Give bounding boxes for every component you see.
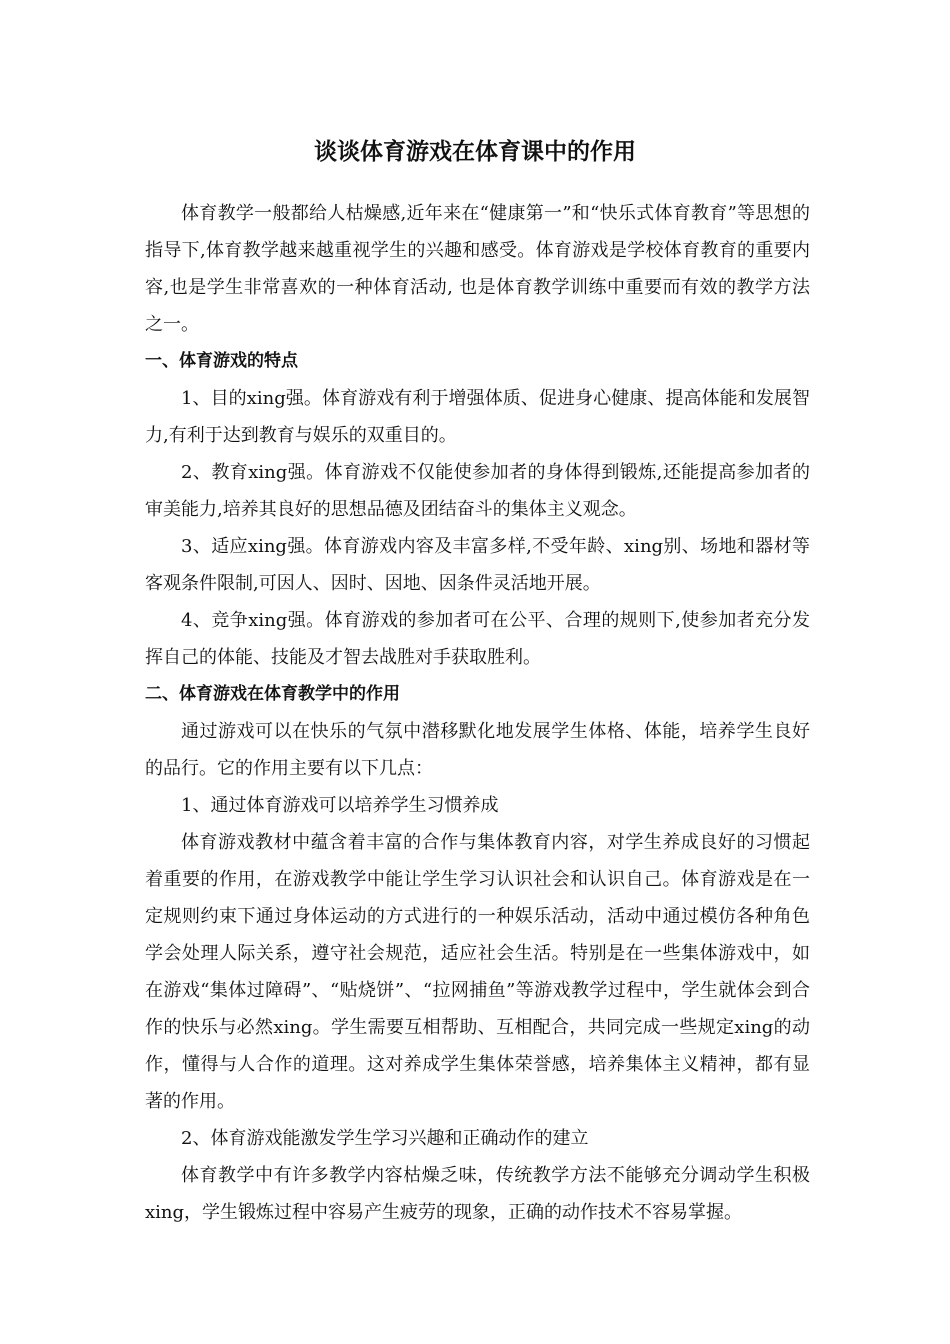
section-heading-features: 一、体育游戏的特点: [145, 351, 298, 371]
subsection-body-habits: 体育游戏教材中蕴含着丰富的合作与集体教育内容，对学生养成良好的习惯起着重要的作用，在游戏教学中能让学生学习认识社会和认识自己。体育游戏是在一定规则约束下通过身体运动的方式进行的一种娱乐活动，活动中通过模仿各种角色学会处理人际关系，遵守社会规范，适应社会生活。特别是在一些集体游戏中，如在游戏“集体过障碍”、“贴烧饼”、“拉网捕鱼”等游戏教学过程中，学生就体会到合作的快乐与必然xing。学生需要互相帮助、互相配合，共同完成一些规定xing的动作，懂得与人合作的道理。这对养成学生集体荣誉感，培养集体主义精神，都有显著的作用。: [145, 832, 810, 1112]
document-body: [145, 195, 810, 1231]
feature-item: 4、竞争xing强。体育游戏的参加者可在公平、合理的规则下,使参加者充分发挥自己的体能、技能及才智去战胜对手获取胜利。: [145, 610, 810, 668]
feature-item: 3、适应xing强。体育游戏内容及丰富多样,不受年龄、xing别、场地和器材等客观条件限制,可因人、因时、因地、因条件灵活地开展。: [145, 536, 810, 594]
subsection-title-interest: 2、体育游戏能激发学生学习兴趣和正确动作的建立: [181, 1128, 589, 1149]
feature-item: 2、教育xing强。体育游戏不仅能使参加者的身体得到锻炼,还能提高参加者的审美能力,培养其良好的思想品德及团结奋斗的集体主义观念。: [145, 462, 810, 520]
section-heading-roles: 二、体育游戏在体育教学中的作用: [145, 684, 400, 704]
subsection-title-habits: 1、通过体育游戏可以培养学生习惯养成: [181, 795, 499, 816]
subsection-body-interest: 体育教学中有许多教学内容枯燥乏味，传统教学方法不能够充分调动学生积极xing，学生锻炼过程中容易产生疲劳的现象，正确的动作技术不容易掌握。: [145, 1165, 810, 1223]
section2-intro-paragraph: 通过游戏可以在快乐的气氛中潜移默化地发展学生体格、体能，培养学生良好的品行。它的作用主要有以下几点：: [145, 721, 810, 779]
feature-item: 1、目的xing强。体育游戏有利于增强体质、促进身心健康、提高体能和发展智力,有利于达到教育与娱乐的双重目的。: [145, 388, 810, 446]
intro-paragraph: 体育教学一般都给人枯燥感,近年来在“健康第一”和“快乐式体育教育”等思想的指导下,体育教学越来越重视学生的兴趣和感受。体育游戏是学校体育教育的重要内容,也是学生非常喜欢的一种体育活动, 也是体育教学训练中重要而有效的教学方法之一。: [145, 203, 810, 335]
document-title: 谈谈体育游戏在体育课中的作用: [314, 139, 636, 165]
